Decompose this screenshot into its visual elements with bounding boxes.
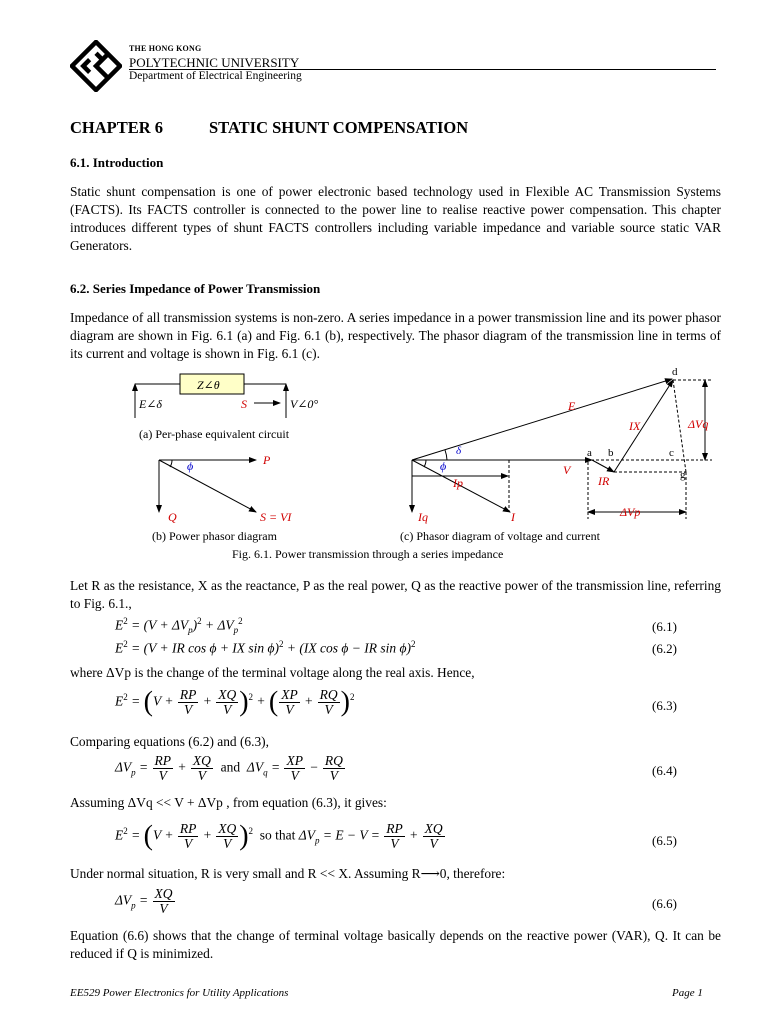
paragraph-conclusion: Equation (6.6) shows that the change of terminal voltage basically depends on the reactive power (VAR), Q. It can be reduced if Q is minimized. <box>70 928 721 961</box>
footer-page-number: Page 1 <box>672 987 703 999</box>
university-logo <box>70 40 122 92</box>
real-power-label: P <box>263 453 271 467</box>
equation-6-6: $\Delta V_p$ = $\frac{XQ}{V}$ <box>115 886 173 916</box>
header-institution-line1: THE HONG KONG <box>129 44 202 53</box>
reactive-power-label: Q <box>168 510 177 524</box>
equation-6-4: $\Delta V_p$ = $\frac{RP}{V}$ + $\frac{XQ}{V}$ and $\Delta V_q$ = $\frac{XP}{V}$ − $\frac{RQ}{V}$ <box>115 753 343 783</box>
phi-angle-label-c: ϕ <box>440 459 447 473</box>
equation-6-5: $E^2 = (V$ + $\frac{RP}{V}$ + $\frac{XQ}{V}$ )$^2$ so that $\Delta V_p = E - V$ = $\frac{RP}{V}$ + $\frac{XQ}{V}$ <box>115 820 443 852</box>
header-institution-line2: POLYTECHNIC UNIVERSITY <box>129 55 300 70</box>
section-heading-intro: 6.1. Introduction <box>70 155 164 170</box>
section-text-intro: Static shunt compensation is one of power electronic based technology used in Flexible AC Transmission Systems (FACTS). Its FACTS controller is connected to the power line to realise reactive power compensation. This chapter introduces different types of shunt FACTS controllers including variable impedance and variable source static VAR Generators. <box>70 184 721 253</box>
section-heading-series-impedance: 6.2. Series Impedance of Power Transmission <box>70 281 321 296</box>
source-voltage-label: E∠δ <box>139 397 162 411</box>
equation-number-6-1: (6.1) <box>652 619 677 634</box>
delta-vq-label: ΔVq <box>688 417 709 431</box>
chapter-number: CHAPTER 6 <box>70 118 164 137</box>
s-equals-vi-label: S = VI <box>260 510 292 524</box>
subcaption-c: (c) Phasor diagram of voltage and current <box>400 529 600 543</box>
i-current-label: I <box>511 510 515 524</box>
paragraph-where: where ΔVp is the change of the terminal voltage along the real axis. Hence, <box>70 665 475 680</box>
equation-6-3: $E^2 = (V$ + $\frac{RP}{V}$ + $\frac{XQ}{V}$ )$^2$ + ( $\frac{XP}{V}$ + $\frac{RQ}{V}$ )$^2$ <box>115 686 355 718</box>
point-d-label: d <box>672 366 678 378</box>
figure-caption: Fig. 6.1. Power transmission through a series impedance <box>232 547 504 561</box>
section-text-series-impedance: Impedance of all transmission systems is non-zero. A series impedance in a power transmission line and its power phasor diagram are shown in Fig. 6.1 (a) and Fig. 6.1 (b), respectively. The phasor diagram of the transmission line in terms of its current and voltage is shown in Fig. 6.1 (c). <box>70 310 721 361</box>
load-voltage-label: V∠0° <box>290 397 319 411</box>
ir-phasor-label: IR <box>598 474 610 488</box>
equation-6-2: $E^2 = (V$ + IR cos ϕ + IX sin ϕ)$^2$ + (IX cos ϕ − IR sin ϕ)$^2$ <box>115 639 416 656</box>
phi-angle-label-b: ϕ <box>187 459 194 473</box>
point-g-label: g <box>680 469 686 481</box>
footer-course: EE529 Power Electronics for Utility Applications <box>70 987 289 999</box>
delta-vp-label: ΔVp <box>620 505 641 519</box>
power-phasor-diagram <box>159 453 292 524</box>
paragraph-definitions: Let R as the resistance, X as the reactance, P as the real power, Q as the reactive power of the transmission line, referring to Fig. 6.1., <box>70 578 721 611</box>
paragraph-comparing: Comparing equations (6.2) and (6.3), <box>70 734 269 749</box>
point-b-label: b <box>608 447 614 459</box>
e-phasor-label: E <box>568 399 576 413</box>
voltage-current-phasor-diagram <box>412 366 712 524</box>
delta-angle-label: δ <box>456 445 462 457</box>
equation-6-1: $E^2 = (V + \Delta V_p)^2 + \Delta V_p^2$ <box>115 616 243 636</box>
ix-phasor-label: IX <box>629 419 641 433</box>
chapter-title: STATIC SHUNT COMPENSATION <box>209 118 469 137</box>
iq-current-label: Iq <box>418 510 428 524</box>
impedance-label: Z∠θ <box>197 378 220 392</box>
v-phasor-label: V <box>563 463 571 477</box>
equation-number-6-5: (6.5) <box>652 833 677 848</box>
subcaption-a: (a) Per-phase equivalent circuit <box>139 427 290 441</box>
equation-number-6-4: (6.4) <box>652 763 677 778</box>
point-c-label: c <box>669 447 674 459</box>
ip-current-label: Ip <box>453 476 463 490</box>
header-department: Department of Electrical Engineering <box>129 70 302 82</box>
equation-number-6-2: (6.2) <box>652 641 677 656</box>
subcaption-b: (b) Power phasor diagram <box>152 529 277 543</box>
point-a-label: a <box>587 447 592 459</box>
paragraph-normal-situation: Under normal situation, R is very small and R << X. Assuming R⟶0, therefore: <box>70 866 506 881</box>
equation-number-6-3: (6.3) <box>652 698 677 713</box>
paragraph-assuming: Assuming ΔVq << V + ΔVp , from equation (6.3), it gives: <box>70 795 387 810</box>
equation-number-6-6: (6.6) <box>652 896 677 911</box>
circuit-diagram <box>135 374 318 418</box>
apparent-power-label: S <box>241 397 247 411</box>
